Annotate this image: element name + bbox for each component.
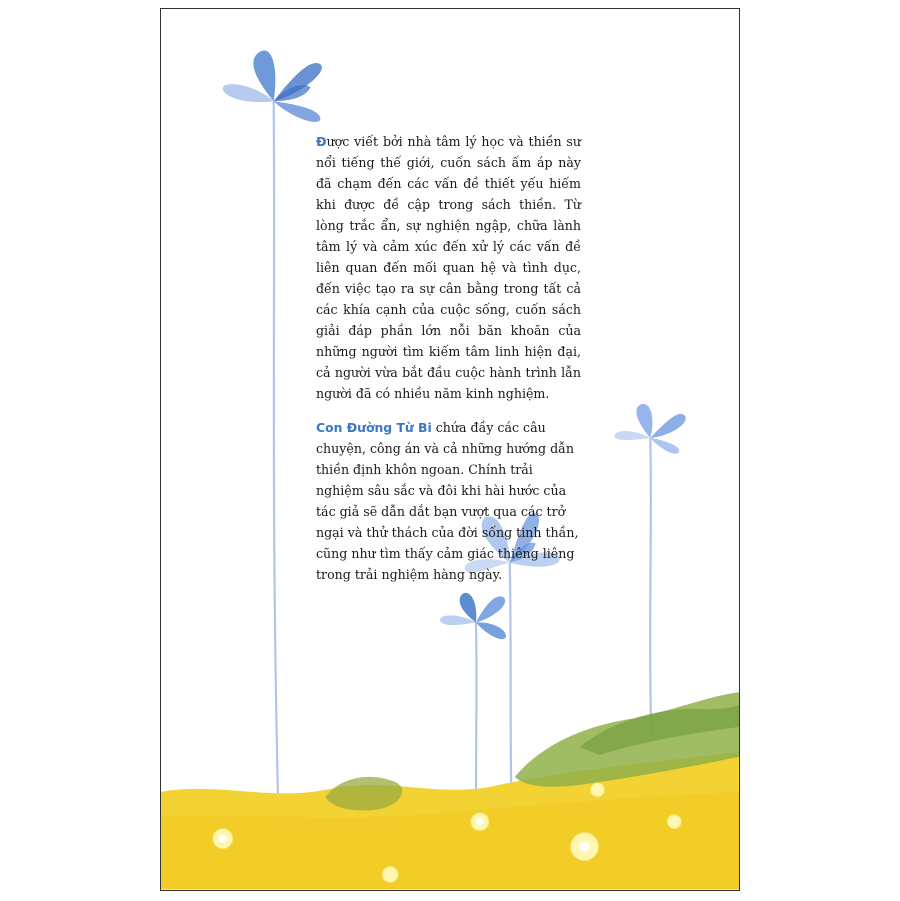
paragraph-2-text: chứa đầy các câu chuyện, công án và cả những hướng dẫn thiền định khôn ngoan. Chính trải nghiệm sâu sắc và đôi khi hài hước của tác giả sẽ dẫn dắt bạn vượt qua các trở ngại và thử thách của đời sống tinh thần, cũng như tìm thấy cảm giác thiêng liêng trong trải nghiệm hàng ngày. <box>316 420 579 582</box>
drop-cap: Đ <box>316 134 327 149</box>
flower-center-short <box>440 593 506 639</box>
meadow <box>161 692 739 889</box>
book-back-cover <box>160 8 740 891</box>
book-title: Con Đường Từ Bi <box>316 420 432 435</box>
flower-large-top-left <box>223 50 322 121</box>
paragraph-1-text: ược viết bởi nhà tâm lý học và thiền sư nổi tiếng thế giới, cuốn sách ấm áp này đã chạm đến các vấn đề thiết yếu hiếm khi được đề cập trong sách thiền. Từ lòng trắc ẩn, sự nghiện ngập, chữa lành tâm lý và cảm xúc đến xử lý các vấn đề liên quan đến mối quan hệ và tình dục, đến việc tạo ra sự cân bằng trong tất cả các khía cạnh của cuộc sống, cuốn sách giải đáp phần lớn nỗi băn khoăn của những người tìm kiếm tâm linh hiện đại, cả người vừa bắt đầu cuộc hành trình lẫn người đã có nhiều năm kinh nghiệm. <box>316 134 581 401</box>
description-paragraph-2 <box>316 417 581 585</box>
description-text <box>316 131 581 585</box>
description-paragraph-1 <box>316 131 581 404</box>
